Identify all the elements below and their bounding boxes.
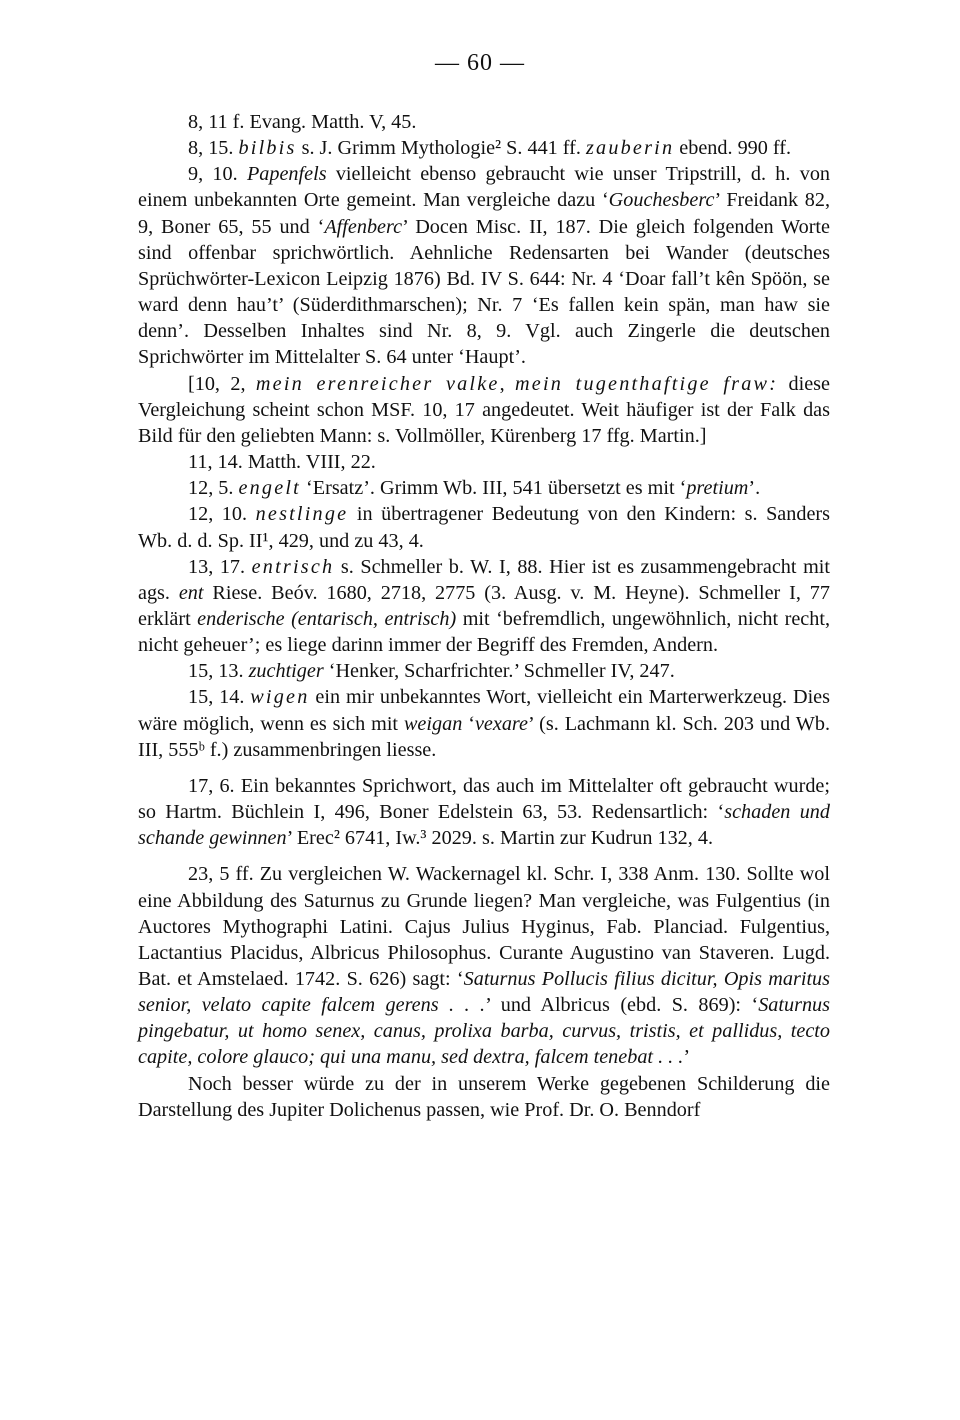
note-paragraph: [138, 1071, 830, 1123]
text-run: mit ‘befremdlich, ungewöhnlich, nicht recht, nicht geheuer’; es liege darinn immer der Begriff des Fremden, Andern.: [138, 607, 830, 657]
text-run: 12, 5.: [188, 477, 239, 500]
text-run: diese Vergleichung scheint schon MSF. 10, 17 angedeutet. Weit häufiger ist der Falk das Bild für den geliebten Mann: s. Vollmöller, Kürenberg 17 ffg. Martin.]: [138, 372, 830, 447]
italic-text: zuchtiger: [248, 660, 324, 683]
note-paragraph: [138, 554, 830, 659]
spaced-emphasis: engelt: [238, 477, 301, 500]
text-run: vielleicht ebenso gebraucht wie unser Tripstrill, d. h. von einem unbekannten Orte gemeint. Man vergleiche dazu ‘: [138, 163, 831, 212]
italic-text: schaden und schande gewinnen: [138, 801, 830, 850]
text-run: 23, 5 ff. Zu vergleichen W. Wackernagel kl. Schr. I, 338 Anm. 130. Sollte wol eine Abbildung des Saturnus zu Grunde liegen? Man vergleiche, was Fulgentius (in Auctores Mythographi Latini. Cajus Julius Hyginus, Fab. Planciad. Fulgentius, Lactantius Placidus, Albricus Philosophus. Curante Augustino van Staveren. Lugd. Bat. et Amstelaed. 1742. S. 626) sagt: ‘: [138, 863, 830, 990]
note-paragraph: [138, 135, 830, 161]
text-run: ’.: [748, 477, 761, 500]
text-run: ’: [683, 1046, 691, 1069]
italic-text: weigan: [403, 712, 463, 735]
text-run: ’ (s. Lachmann kl. Sch. 203 und Wb. III, 555ᵇ f.) zusammenbringen liesse.: [138, 712, 830, 761]
spaced-emphasis: entrisch: [251, 555, 335, 578]
text-run: 12, 10.: [188, 503, 256, 526]
italic-text: Saturnus Pollucis filius dicitur, Opis maritus senior, velato capite falcem gerens . . .: [138, 968, 830, 1017]
text-run: ’ Freidank 82, 9, Boner 65, 55 und ‘: [138, 189, 831, 238]
text-run: 17, 6. Ein bekanntes Sprichwort, das auch im Mittelalter oft gebraucht wurde; so Hartm. Büchlein I, 496, Boner Edelstein 63, 53. Redensartlich: ‘: [138, 774, 830, 824]
italic-text: ent: [178, 581, 204, 604]
note-paragraph: [138, 773, 830, 851]
text-run: Noch besser würde zu der in unserem Werke gegebenen Schilderung die Darstellung des Jupiter Dolichenus passen, wie Prof. Dr. O. Benndorf: [138, 1072, 830, 1121]
italic-text: vexare: [474, 712, 528, 735]
note-paragraph: [138, 449, 830, 475]
note-paragraph: [138, 109, 830, 135]
text-run: ,: [499, 372, 516, 395]
text-run: 8, 11 f. Evang. Matth. V, 45.: [188, 111, 417, 133]
text-run: 8, 15.: [188, 137, 239, 160]
italic-text: Papenfels: [246, 163, 327, 186]
italic-text: pretium: [686, 477, 749, 500]
note-paragraph: [138, 861, 830, 1070]
text-run: Riese. Beóv. 1680, 2718, 2775 (3. Ausg. v. M. Heyne). Schmeller I, 77 erklärt: [138, 581, 830, 630]
text-run: ’ Docen Misc. II, 187. Die gleich folgenden Worte sind offenbar sprichwörtlich. Aehnliche Redensarten bei Wander (deutsches Sprüchwörter-Lexicon Leipzig 1876) Bd. IV S. 644: Nr. 4 ‘Doar fall’t kên Spöön, se ward denn hau’t’ (Süderdithmarschen); Nr. 7 ‘Es fallen kein spän, man haw sie denn’. Desselben Inhaltes sind Nr. 8, 9. Vgl. auch Zingerle die deutschen Sprichwörter im Mittelalter S. 64 unter ‘Haupt’.: [138, 215, 830, 369]
note-paragraph: [138, 475, 830, 501]
text-run: 15, 14.: [188, 686, 251, 709]
spaced-emphasis: mein tugenthaftige fraw:: [515, 372, 779, 395]
text-run: ‘Henker, Scharfrichter.’ Schmeller IV, 247.: [323, 660, 675, 683]
text-run: ‘Ersatz’. Grimm Wb. III, 541 übersetzt es mit ‘: [301, 477, 687, 500]
spaced-emphasis: nestlinge: [255, 503, 349, 526]
text-run: 11, 14. Matth. VIII, 22.: [188, 451, 376, 474]
text-run: ein mir unbekanntes Wort, vielleicht ein Marterwerkzeug. Dies wäre möglich, wenn es sich mit: [138, 686, 830, 735]
text-run: in übertragener Bedeutung von den Kindern: s. Sanders Wb. d. d. Sp. II¹, 429, und zu 43, 4.: [138, 503, 830, 552]
note-paragraph: [138, 658, 830, 684]
text-run: 15, 13.: [188, 660, 249, 683]
text-run: ebend. 990 ff.: [674, 137, 792, 160]
text-run: 9, 10.: [188, 163, 247, 186]
italic-text: Affenberc: [324, 215, 403, 238]
spaced-emphasis: bilbis: [238, 137, 297, 160]
note-paragraph: [138, 161, 830, 370]
italic-text: Saturnus pingebatur, ut homo senex, canus, prolixa barba, curvus, tristis, et pallidus, tecto capite, colore glauco; qui una manu, sed dextra, falcem tenebat . . .: [138, 994, 830, 1069]
text-run: 13, 17.: [188, 555, 252, 578]
text-run: s. J. Grimm Mythologie² S. 441 ff.: [296, 137, 586, 160]
note-paragraph: [138, 501, 830, 553]
spaced-emphasis: zauberin: [585, 137, 675, 160]
text-run: ’ Erec² 6741, Iw.³ 2029. s. Martin zur Kudrun 132, 4.: [286, 827, 713, 850]
text-run: ‘: [462, 712, 475, 735]
spaced-emphasis: wigen: [250, 686, 310, 709]
notes-body: [138, 109, 830, 1123]
text-run: ’ und Albricus (ebd. S. 869): ‘: [485, 994, 759, 1017]
text-run: [10, 2,: [188, 372, 256, 395]
italic-text: Gouchesberc: [608, 189, 715, 212]
text-run: s. Schmeller b. W. I, 88. Hier ist es zusammengebracht mit ags.: [138, 555, 830, 604]
italic-text: enderische (entarisch, entrisch): [197, 607, 457, 630]
spaced-emphasis: mein erenreicher valke: [255, 372, 500, 395]
note-paragraph: [138, 371, 830, 449]
note-paragraph: [138, 684, 830, 762]
page-number: — 60 —: [435, 50, 525, 76]
